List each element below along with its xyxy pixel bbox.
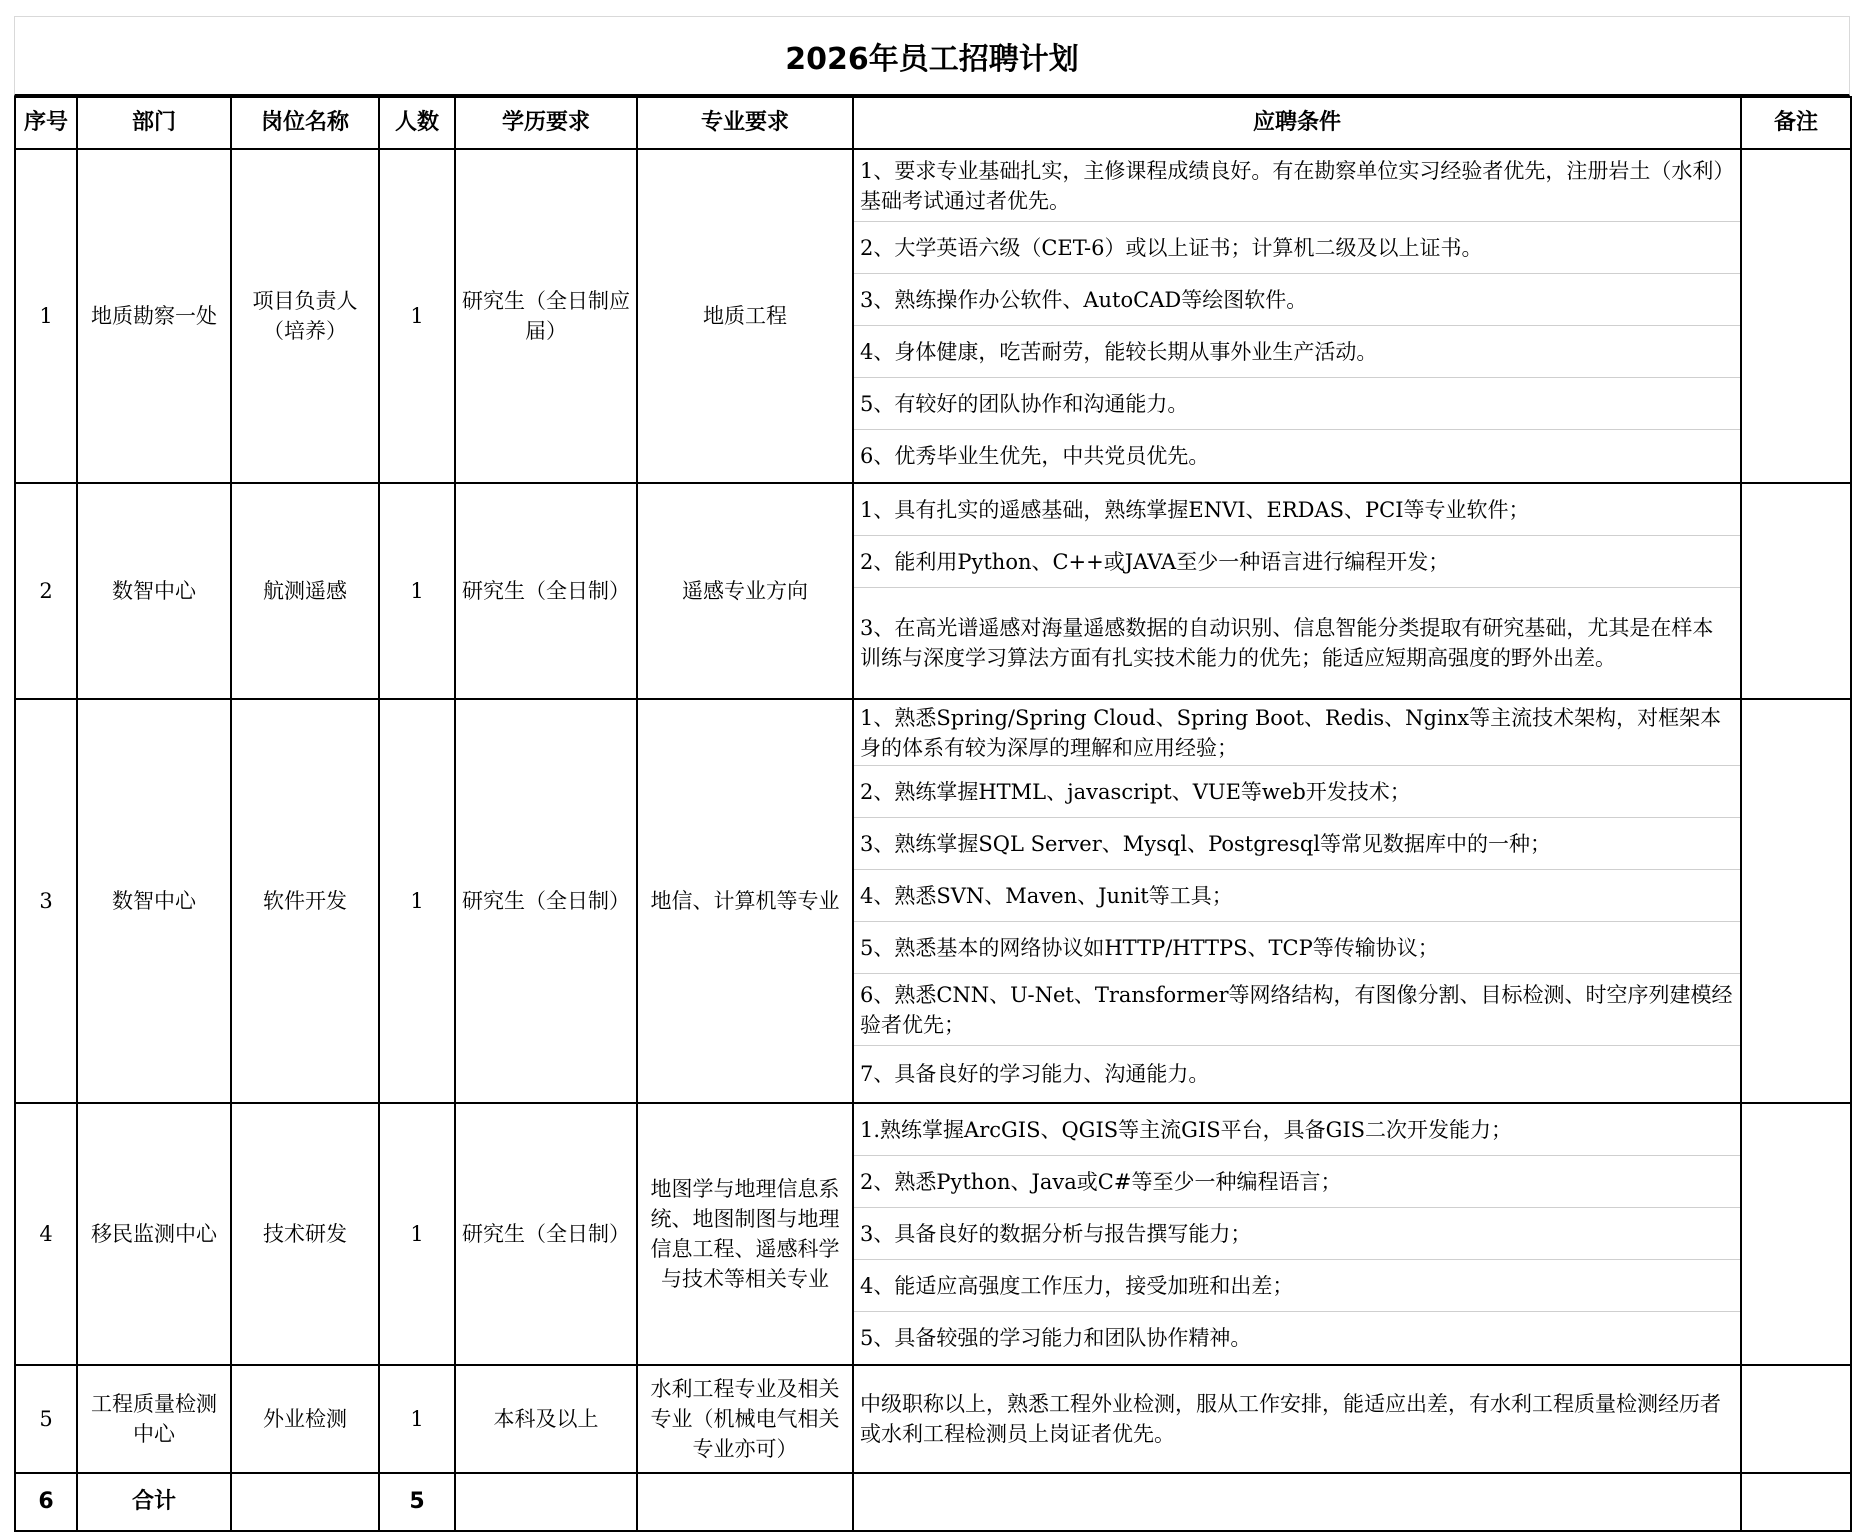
position-text: 项目负责人（培养） xyxy=(252,289,358,343)
header-position: 岗位名称 xyxy=(231,97,379,149)
header-remark: 备注 xyxy=(1741,97,1851,149)
cell-count: 1 xyxy=(379,1365,455,1473)
cell-education xyxy=(455,699,637,1103)
cell-conditions xyxy=(853,149,1741,483)
total-no: 6 xyxy=(15,1473,77,1531)
cell-remark xyxy=(1741,699,1851,1103)
total-position-empty xyxy=(231,1473,379,1531)
recruitment-sheet xyxy=(14,16,1850,1532)
cell-major: 地质工程 xyxy=(637,149,853,483)
dept-text: 工程质量检测中心 xyxy=(91,1392,217,1446)
condition-item: 4、身体健康，吃苦耐劳，能较长期从事外业生产活动。 xyxy=(854,326,1740,378)
cell-remark xyxy=(1741,1103,1851,1365)
table-row xyxy=(15,699,1851,1103)
cell-remark xyxy=(1741,483,1851,699)
condition-item: 3、具备良好的数据分析与报告撰写能力； xyxy=(854,1208,1740,1260)
condition-item: 5、有较好的团队协作和沟通能力。 xyxy=(854,378,1740,430)
cell-count: 1 xyxy=(379,483,455,699)
condition-item: 5、熟悉基本的网络协议如HTTP/HTTPS、TCP等传输协议； xyxy=(854,922,1740,974)
cell-no: 5 xyxy=(15,1365,77,1473)
cell-conditions xyxy=(853,699,1741,1103)
total-label: 合计 xyxy=(77,1473,231,1531)
cell-no: 1 xyxy=(15,149,77,483)
condition-item: 2、熟悉Python、Java或C#等至少一种编程语言； xyxy=(854,1156,1740,1208)
condition-item: 4、能适应高强度工作压力，接受加班和出差； xyxy=(854,1260,1740,1312)
recruitment-table xyxy=(14,96,1852,1532)
cell-education xyxy=(455,483,637,699)
table-row xyxy=(15,149,1851,483)
education-text: 研究生（全日制） xyxy=(462,889,630,913)
condition-item: 2、能利用Python、C++或JAVA至少一种语言进行编程开发； xyxy=(854,536,1740,588)
cell-count: 1 xyxy=(379,699,455,1103)
cell-education xyxy=(455,149,637,483)
cell-count: 1 xyxy=(379,149,455,483)
table-row xyxy=(15,1365,1851,1473)
condition-item: 1.熟练掌握ArcGIS、QGIS等主流GIS平台，具备GIS二次开发能力； xyxy=(854,1104,1740,1156)
major-text: 地信、计算机等专业 xyxy=(650,889,840,913)
cell-conditions xyxy=(853,1103,1741,1365)
cell-remark xyxy=(1741,149,1851,483)
condition-item: 6、熟悉CNN、U-Net、Transformer等网络结构，有图像分割、目标检测、时空序列建模经验者优先； xyxy=(854,974,1740,1046)
condition-item: 4、熟悉SVN、Maven、Junit等工具； xyxy=(854,870,1740,922)
condition-item: 3、熟练掌握SQL Server、Mysql、Postgresql等常见数据库中的一种； xyxy=(854,818,1740,870)
condition-item: 1、具有扎实的遥感基础，熟练掌握ENVI、ERDAS、PCI等专业软件； xyxy=(854,484,1740,536)
total-major-empty xyxy=(637,1473,853,1531)
condition-item: 2、熟练掌握HTML、javascript、VUE等web开发技术； xyxy=(854,766,1740,818)
total-row xyxy=(15,1473,1851,1531)
cell-remark xyxy=(1741,1365,1851,1473)
total-education-empty xyxy=(455,1473,637,1531)
cell-conditions: 中级职称以上，熟悉工程外业检测，服从工作安排，能适应出差，有水利工程质量检测经历者或水利工程检测员上岗证者优先。 xyxy=(853,1365,1741,1473)
cell-position: 航测遥感 xyxy=(231,483,379,699)
table-header-row xyxy=(15,97,1851,149)
header-education: 学历要求 xyxy=(455,97,637,149)
condition-item: 3、在高光谱遥感对海量遥感数据的自动识别、信息智能分类提取有研究基础，尤其是在样本训练与深度学习算法方面有扎实技术能力的优先；能适应短期高强度的野外出差。 xyxy=(860,616,1714,670)
cell-dept xyxy=(77,1365,231,1473)
total-conditions-empty xyxy=(853,1473,1741,1531)
education-text: 研究生（全日制） xyxy=(462,1222,630,1246)
cell-position xyxy=(231,149,379,483)
cell-dept: 移民监测中心 xyxy=(77,1103,231,1365)
cell-major xyxy=(637,699,853,1103)
education-text: 研究生（全日制） xyxy=(462,579,630,603)
cell-conditions xyxy=(853,483,1741,699)
condition-item: 3、熟练操作办公软件、AutoCAD等绘图软件。 xyxy=(854,274,1740,326)
cell-no: 2 xyxy=(15,483,77,699)
major-text: 水利工程专业及相关专业（机械电气相关专业亦可） xyxy=(650,1377,840,1461)
condition-item: 2、大学英语六级（CET-6）或以上证书；计算机二级及以上证书。 xyxy=(854,222,1740,274)
condition-item: 7、具备良好的学习能力、沟通能力。 xyxy=(860,1062,1210,1086)
cell-major xyxy=(637,1365,853,1473)
cell-education xyxy=(455,1103,637,1365)
total-count: 5 xyxy=(379,1473,455,1531)
cell-position: 技术研发 xyxy=(231,1103,379,1365)
condition-item: 1、要求专业基础扎实，主修课程成绩良好。有在勘察单位实习经验者优先，注册岩土（水利）基础考试通过者优先。 xyxy=(854,150,1740,222)
cell-major xyxy=(637,1103,853,1365)
header-conditions: 应聘条件 xyxy=(853,97,1741,149)
cell-major: 遥感专业方向 xyxy=(637,483,853,699)
header-count: 人数 xyxy=(379,97,455,149)
sheet-title: 2026年员工招聘计划 xyxy=(14,16,1850,96)
header-no: 序号 xyxy=(15,97,77,149)
cell-position: 软件开发 xyxy=(231,699,379,1103)
table-row xyxy=(15,483,1851,699)
cell-position: 外业检测 xyxy=(231,1365,379,1473)
education-text: 研究生（全日制应届） xyxy=(462,289,630,343)
cell-no: 3 xyxy=(15,699,77,1103)
condition-item: 1、熟悉Spring/Spring Cloud、Spring Boot、Redis、Nginx等主流技术架构，对框架本身的体系有较为深厚的理解和应用经验； xyxy=(854,700,1740,766)
header-major: 专业要求 xyxy=(637,97,853,149)
table-row xyxy=(15,1103,1851,1365)
total-remark-empty xyxy=(1741,1473,1851,1531)
condition-item: 5、具备较强的学习能力和团队协作精神。 xyxy=(860,1326,1252,1350)
cell-dept: 地质勘察一处 xyxy=(77,149,231,483)
cell-dept: 数智中心 xyxy=(77,699,231,1103)
cell-no: 4 xyxy=(15,1103,77,1365)
major-text: 地图学与地理信息系统、地图制图与地理信息工程、遥感科学与技术等相关专业 xyxy=(650,1177,840,1291)
cell-education: 本科及以上 xyxy=(455,1365,637,1473)
condition-item: 6、优秀毕业生优先，中共党员优先。 xyxy=(860,444,1210,468)
cell-count: 1 xyxy=(379,1103,455,1365)
header-dept: 部门 xyxy=(77,97,231,149)
cell-dept: 数智中心 xyxy=(77,483,231,699)
